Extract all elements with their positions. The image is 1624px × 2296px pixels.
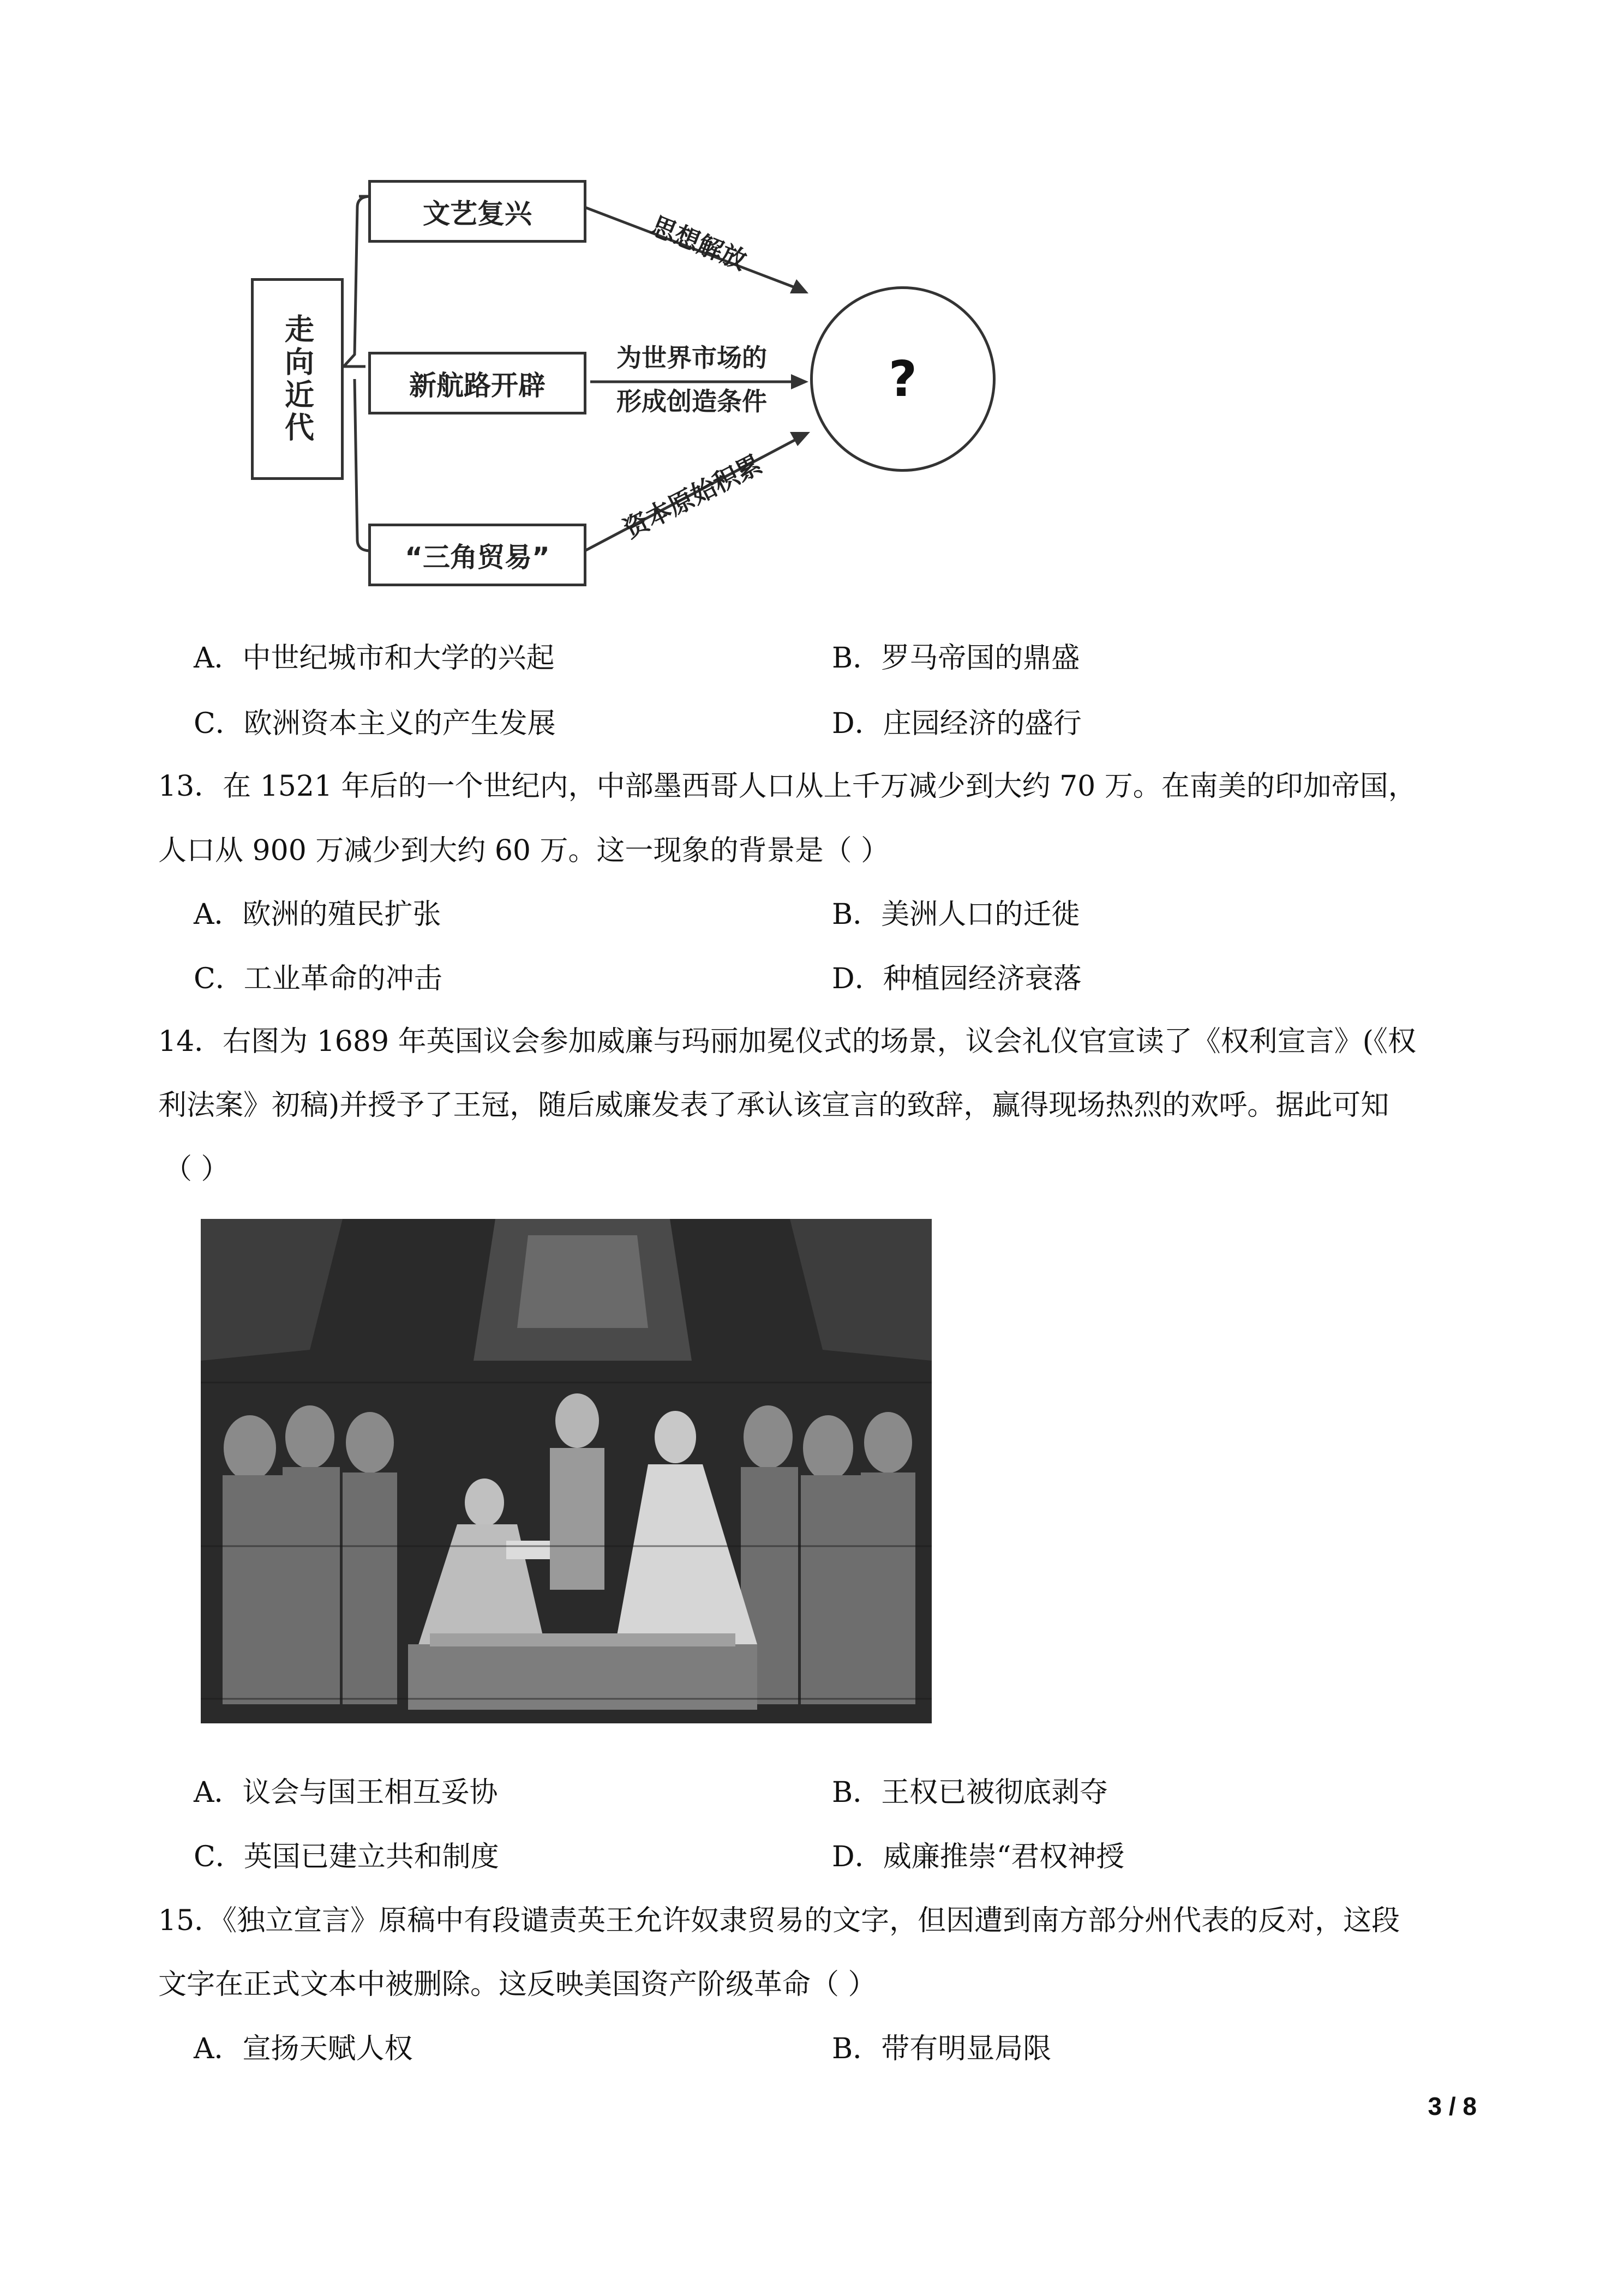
q15-option-b[interactable]: B．带有明显局限 bbox=[832, 2033, 1052, 2065]
q14-option-b[interactable]: B．王权已被彻底剥夺 bbox=[832, 1776, 1108, 1809]
diagram-main-box: 走向近代 bbox=[251, 278, 344, 480]
q13-option-a[interactable]: A．欧洲的殖民扩张 bbox=[194, 898, 441, 931]
q15-text-line-1: 15．《独立宣言》原稿中有段谴责英王允许奴隶贸易的文字，但因遭到南方部分州代表的反对，这段 bbox=[158, 1904, 1400, 1937]
diagram-question-circle: ? bbox=[810, 286, 996, 472]
q13-text-line-2: 人口从 900 万减少到大约 60 万。这一现象的背景是（ ） bbox=[158, 834, 890, 867]
q13-option-b[interactable]: B．美洲人口的迁徙 bbox=[832, 898, 1080, 931]
q14-option-d[interactable]: D．威廉推崇“君权神授 bbox=[832, 1841, 1125, 1873]
coronation-illustration bbox=[201, 1219, 932, 1723]
q13-option-c[interactable]: C．工业革命的冲击 bbox=[194, 963, 442, 995]
coronation-scene-image bbox=[201, 1219, 932, 1723]
arrow-label-market-1: 为世界市场的 bbox=[616, 343, 767, 372]
q12-option-c[interactable]: C．欧洲资本主义的产生发展 bbox=[194, 707, 556, 740]
diagram-box-new-routes: 新航路开辟 bbox=[368, 352, 586, 414]
q14-option-a[interactable]: A．议会与国王相互妥协 bbox=[194, 1776, 498, 1809]
q13-option-d[interactable]: D．种植园经济衰落 bbox=[832, 963, 1082, 995]
diagram-box-triangle-trade: “三角贸易” bbox=[368, 524, 586, 586]
arrow-label-market-2: 形成创造条件 bbox=[616, 387, 767, 416]
q14-text-line-1: 14．右图为 1689 年英国议会参加威廉与玛丽加冕仪式的场景，议会礼仪官宣读了《权利宣言》(《权 bbox=[158, 1025, 1416, 1058]
concept-diagram bbox=[240, 164, 1015, 600]
q14-text-line-3: （ ） bbox=[164, 1153, 230, 1186]
q13-text-line-1: 13．在 1521 年后的一个世纪内，中部墨西哥人口从上千万减少到大约 70 万。在南美的印加帝国， bbox=[158, 770, 1417, 803]
q14-text-line-2: 利法案》初稿)并授予了王冠，随后威廉发表了承认该宣言的致辞，赢得现场热烈的欢呼。据此可知 bbox=[158, 1089, 1389, 1122]
arrow-label-capital: 资本原始积累 bbox=[619, 449, 766, 544]
q14-option-c[interactable]: C．英国已建立共和制度 bbox=[194, 1841, 499, 1873]
q15-option-a[interactable]: A．宣扬天赋人权 bbox=[194, 2033, 413, 2065]
q12-option-a[interactable]: A．中世纪城市和大学的兴起 bbox=[194, 642, 555, 675]
diagram-box-renaissance: 文艺复兴 bbox=[368, 180, 586, 243]
arrow-label-thought: 思想解放 bbox=[646, 211, 751, 276]
q15-text-line-2: 文字在正式文本中被删除。这反映美国资产阶级革命（ ） bbox=[158, 1968, 877, 2001]
q12-option-d[interactable]: D．庄园经济的盛行 bbox=[832, 707, 1082, 740]
page-number: 3 / 8 bbox=[1428, 2092, 1477, 2120]
q12-option-b[interactable]: B．罗马帝国的鼎盛 bbox=[832, 642, 1080, 675]
